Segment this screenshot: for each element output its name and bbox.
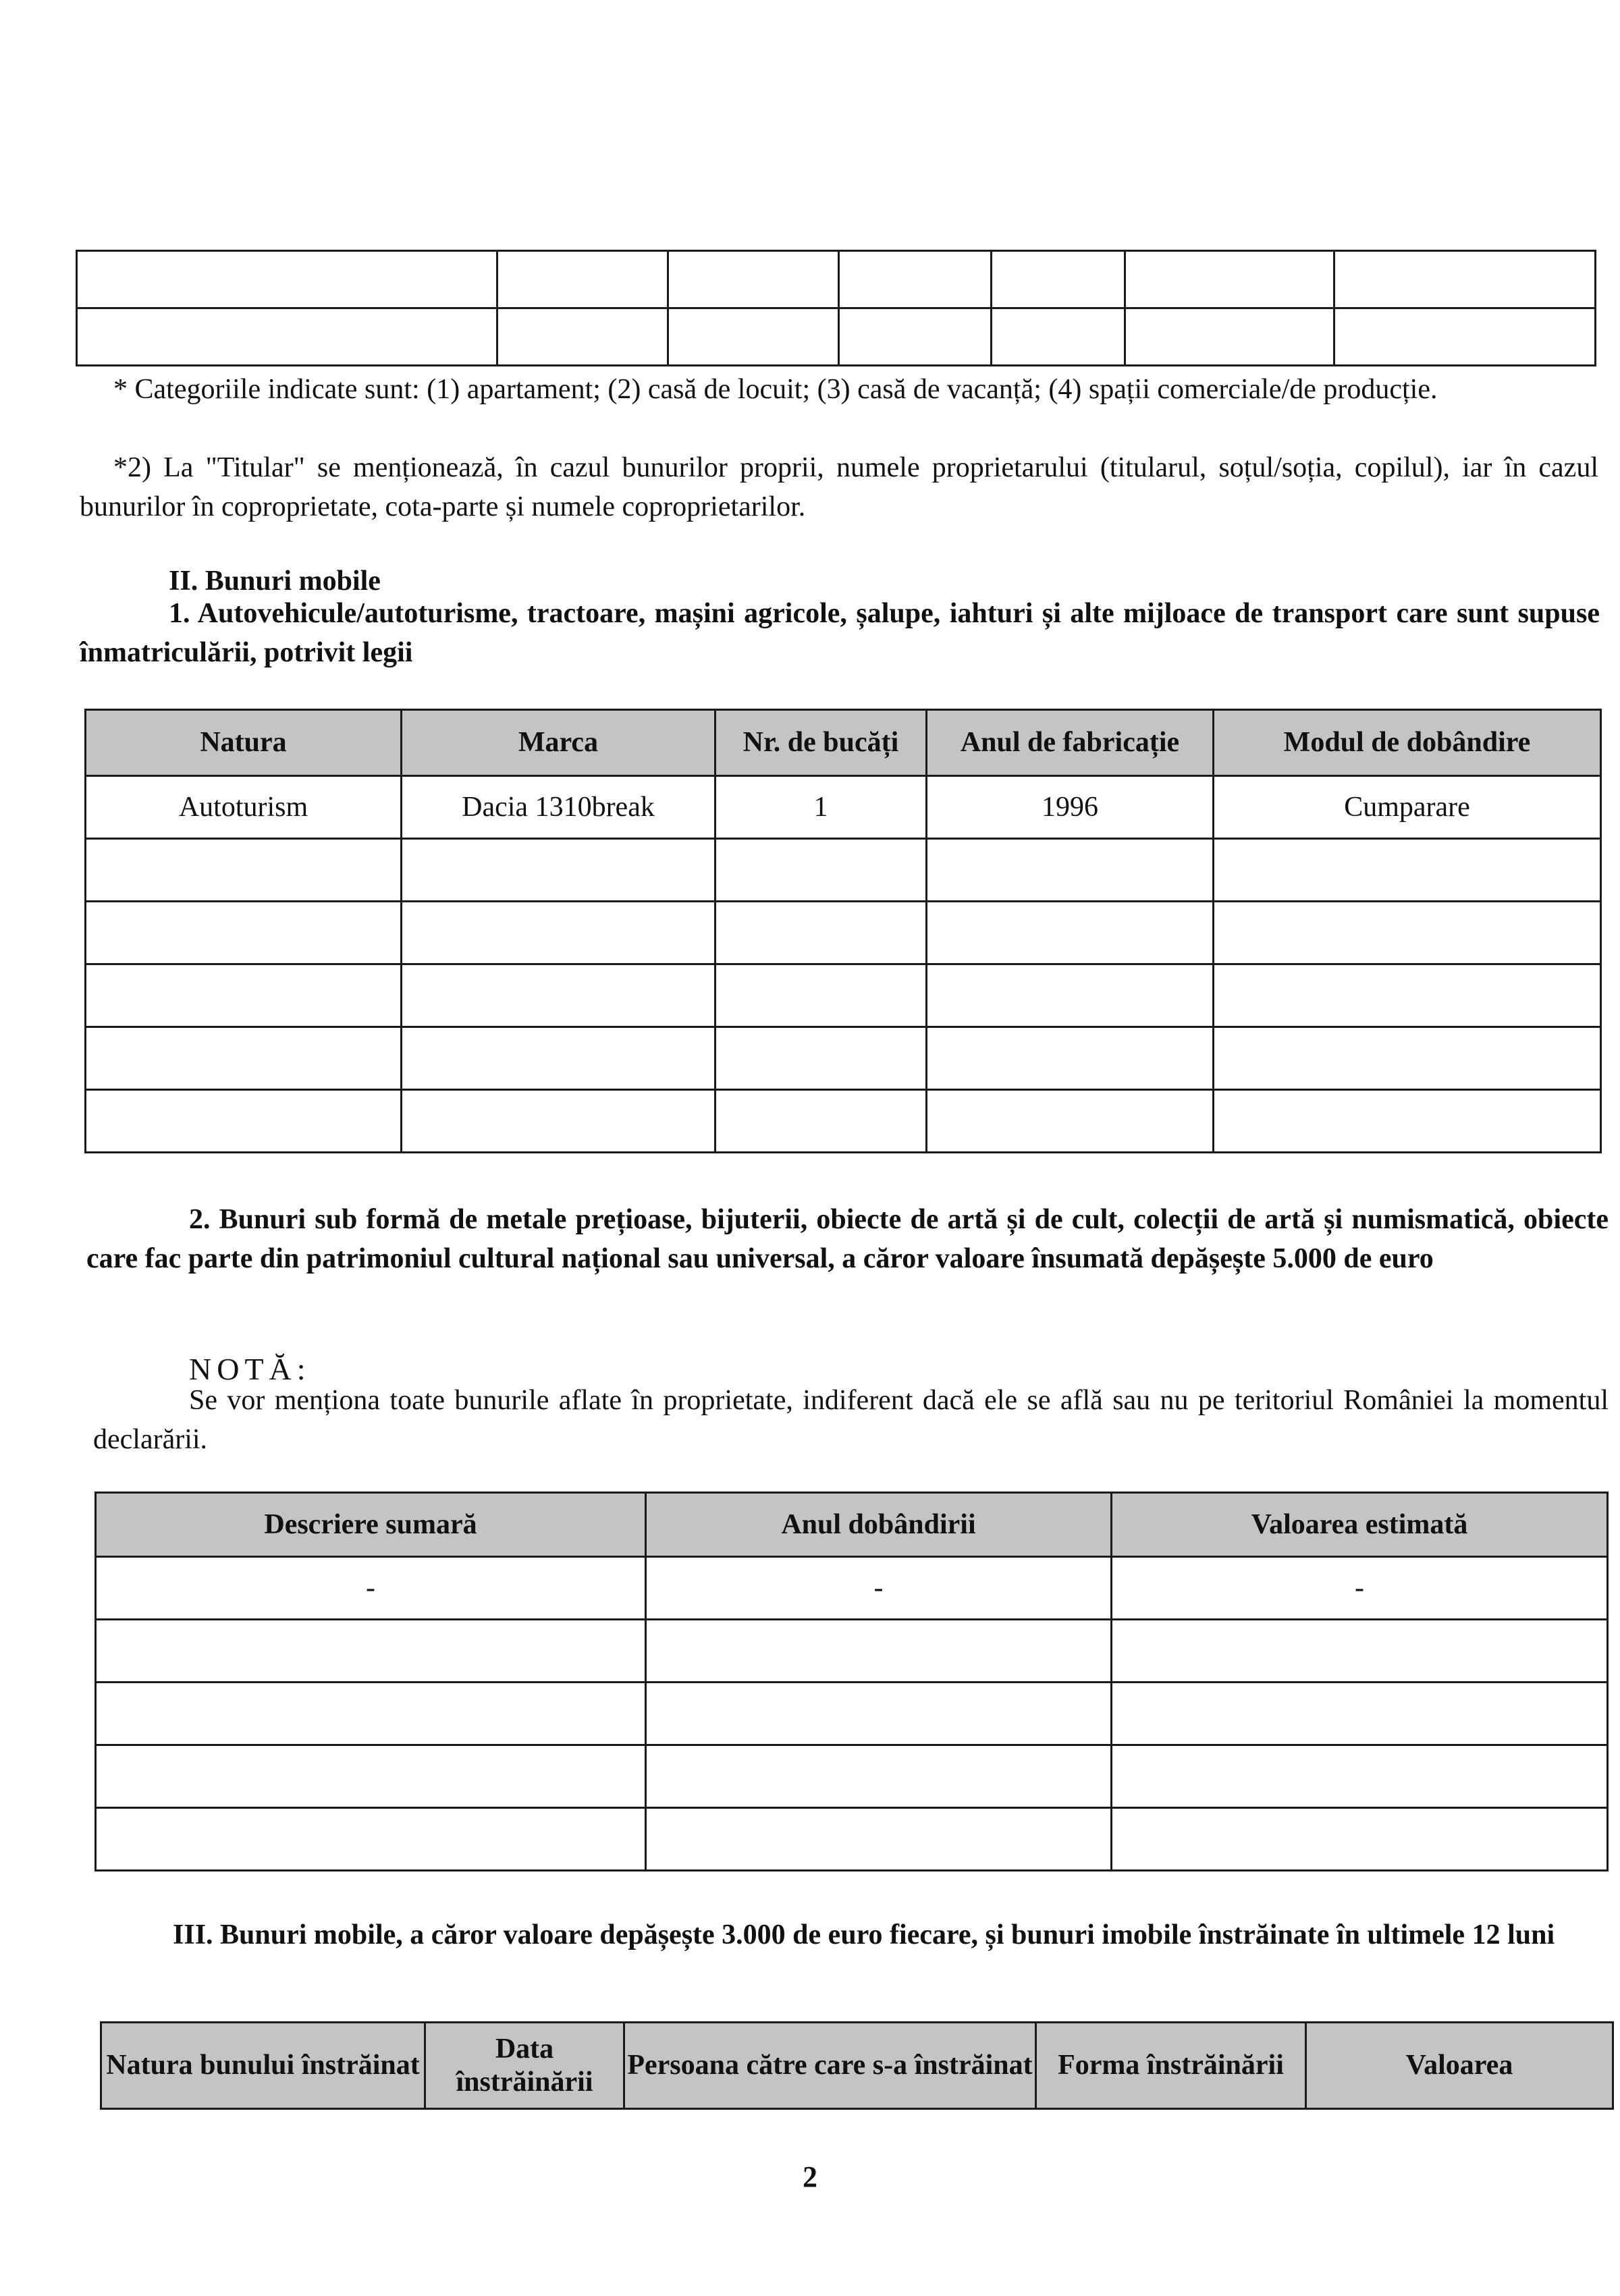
table-row (86, 776, 1601, 839)
col-header: Valoarea (1306, 2023, 1613, 2109)
col-header: Forma înstrăinării (1036, 2023, 1306, 2109)
table-cell (716, 902, 927, 964)
table-cell (1112, 1808, 1608, 1871)
table-cell (839, 251, 992, 308)
table-cell (927, 1090, 1214, 1153)
alienated-goods-table (100, 2021, 1614, 2110)
subsection-2-text: 2. Bunuri sub formă de metale prețioase, bijuterii, obiecte de artă și de cult, colecții de artă și numismatică, obiecte care fac parte din patrimoniul cultural național sau universal, a căror valoare însumată depășește 5.000 de euro (86, 1204, 1609, 1274)
footnote-categories-text: * Categoriile indicate sunt: (1) apartament; (2) casă de locuit; (3) casă de vacanță; (4) spații comerciale/de producție. (113, 374, 1438, 405)
table-row (77, 308, 1596, 366)
table-cell (646, 1620, 1112, 1683)
table-cell (992, 251, 1125, 308)
table-row (96, 1620, 1608, 1683)
table-cell (402, 964, 716, 1027)
table-cell (1214, 964, 1601, 1027)
table-header-row (101, 2023, 1613, 2109)
section-heading: II. Bunuri mobile (169, 566, 381, 597)
col-header: Natura (86, 710, 402, 776)
table-cell (86, 1027, 402, 1090)
table-row (96, 1683, 1608, 1745)
table-cell: - (1112, 1557, 1608, 1620)
table-row (96, 1557, 1608, 1620)
nota-text (93, 1381, 1609, 1459)
table-cell (927, 1027, 1214, 1090)
table-cell (77, 308, 497, 366)
table-cell (86, 839, 402, 902)
table-row (96, 1808, 1608, 1871)
nota-text-content: Se vor menționa toate bunurile aflate în proprietate, indiferent dacă ele se află sau nu pe teritoriul României la momentul declarării. (93, 1385, 1609, 1455)
table-row (86, 902, 1601, 964)
table-cell (1214, 1027, 1601, 1090)
table-cell (86, 1090, 402, 1153)
table-cell (646, 1745, 1112, 1808)
table-header-row (96, 1493, 1608, 1557)
table-cell (402, 902, 716, 964)
table-header-row (86, 710, 1601, 776)
table-cell (1112, 1745, 1608, 1808)
table-cell (96, 1808, 646, 1871)
table-cell (992, 308, 1125, 366)
table-cell (1112, 1683, 1608, 1745)
col-header: Persoana către care s-a înstrăinat (624, 2023, 1036, 2109)
col-header: Descriere sumară (96, 1493, 646, 1557)
col-header: Anul dobândirii (646, 1493, 1112, 1557)
table-cell (1112, 1620, 1608, 1683)
table-row (86, 964, 1601, 1027)
col-header: Nr. de bucăți (716, 710, 927, 776)
table-row (86, 1090, 1601, 1153)
table-cell (1214, 1090, 1601, 1153)
table-cell (668, 251, 839, 308)
subsection-heading (80, 594, 1600, 672)
table-cell (1125, 251, 1334, 308)
table-cell (927, 902, 1214, 964)
table-cell (646, 1683, 1112, 1745)
table-cell: 1996 (927, 776, 1214, 839)
page-number: 2 (803, 2160, 817, 2193)
table-cell (927, 964, 1214, 1027)
col-header: Modul de dobândire (1214, 710, 1601, 776)
footnote-titular (80, 448, 1598, 526)
table-cell (716, 1027, 927, 1090)
table-cell (402, 1027, 716, 1090)
table-cell (927, 839, 1214, 902)
section-3-text: III. Bunuri mobile, a căror valoare depășește 3.000 de euro fiecare, și bunuri imobile înstrăinate în ultimele 12 luni (173, 1919, 1555, 1950)
col-header: Anul de fabricație (927, 710, 1214, 776)
col-header: Marca (402, 710, 716, 776)
table-cell: - (96, 1557, 646, 1620)
col-header: Valoarea estimată (1112, 1493, 1608, 1557)
table-row (77, 251, 1596, 308)
table-cell: Dacia 1310break (402, 776, 716, 839)
table-cell (839, 308, 992, 366)
footnote-titular-text: *2) La "Titular" se menționează, în cazul bunurilor proprii, numele proprietarului (titularul, soțul/soția, copilul), iar în cazul bunurilor în coproprietate, cota-parte și numele coproprietarilor. (80, 452, 1598, 522)
table-cell (86, 902, 402, 964)
table-cell (1334, 251, 1596, 308)
vehicles-table (84, 709, 1602, 1153)
table-cell (77, 251, 497, 308)
subsection-heading (86, 1200, 1609, 1278)
table-cell: 1 (716, 776, 927, 839)
table-cell (716, 964, 927, 1027)
footnote-categories (80, 370, 1598, 409)
table-cell (1125, 308, 1334, 366)
table-cell (1214, 902, 1601, 964)
table-cell (402, 839, 716, 902)
table-cell (497, 308, 668, 366)
table-row (86, 839, 1601, 902)
table-row (96, 1745, 1608, 1808)
table-cell (1334, 308, 1596, 366)
table-cell (1214, 839, 1601, 902)
table-cell: Cumparare (1214, 776, 1601, 839)
col-header: Natura bunului înstrăinat (101, 2023, 425, 2109)
table-cell: - (646, 1557, 1112, 1620)
table-cell: Autoturism (86, 776, 402, 839)
table-cell (716, 839, 927, 902)
table-cell (497, 251, 668, 308)
col-header: Data înstrăinării (425, 2023, 624, 2109)
valuables-table (94, 1492, 1609, 1871)
section-heading (99, 1915, 1614, 1955)
nota-label: NOTĂ: (189, 1352, 311, 1386)
real-estate-table-continued (76, 250, 1596, 366)
table-cell (646, 1808, 1112, 1871)
table-cell (96, 1745, 646, 1808)
table-row (86, 1027, 1601, 1090)
table-cell (716, 1090, 927, 1153)
table-cell (96, 1620, 646, 1683)
table-cell (96, 1683, 646, 1745)
table-cell (402, 1090, 716, 1153)
subsection-1-text: 1. Autovehicule/autoturisme, tractoare, mașini agricole, șalupe, iahturi și alte mijloace de transport care sunt supuse înmatriculării, potrivit legii (80, 598, 1600, 668)
table-cell (86, 964, 402, 1027)
table-cell (668, 308, 839, 366)
